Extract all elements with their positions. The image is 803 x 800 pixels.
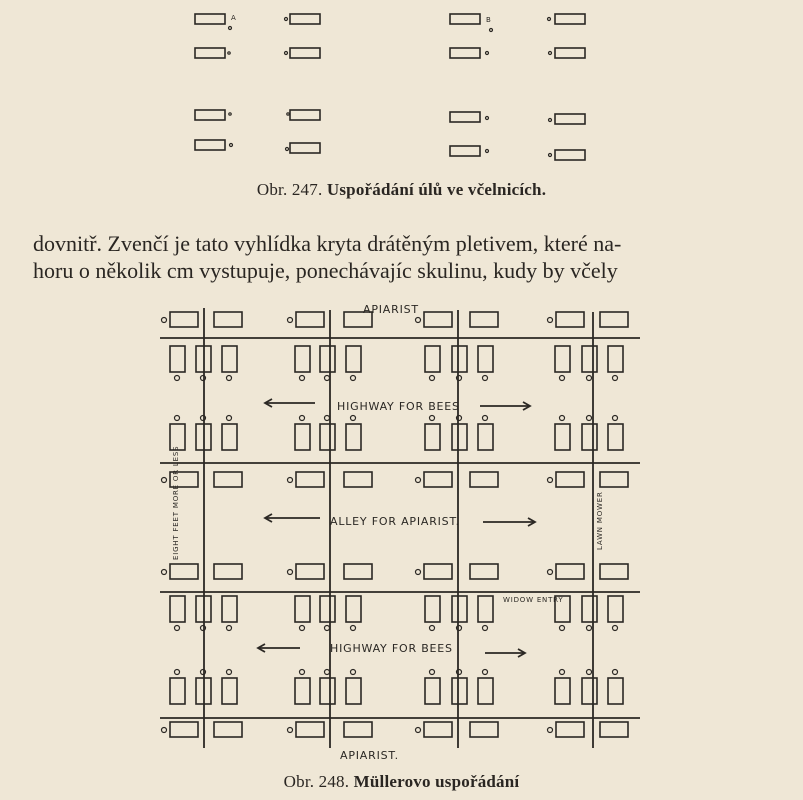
hive	[608, 424, 623, 450]
hive-entrance	[430, 416, 435, 421]
hive	[470, 564, 498, 579]
hive	[320, 678, 335, 704]
hive-entrance	[300, 416, 305, 421]
hive	[478, 424, 493, 450]
hive	[222, 596, 237, 622]
hive	[214, 312, 242, 327]
hive	[344, 564, 372, 579]
hive	[582, 678, 597, 704]
hive-entrance	[587, 416, 592, 421]
hive-entrance	[483, 670, 488, 675]
hive	[320, 424, 335, 450]
hive-entrance	[300, 626, 305, 631]
hive	[346, 596, 361, 622]
hive	[170, 678, 185, 704]
hive-entrance	[351, 626, 356, 631]
hive-entrance	[613, 670, 618, 675]
hive	[556, 722, 584, 737]
hive-entrance	[227, 416, 232, 421]
hive	[170, 564, 198, 579]
figure-247-caption-prefix: Obr. 247.	[256, 180, 323, 199]
hive	[214, 472, 242, 487]
hive-entrance	[560, 416, 565, 421]
hive	[170, 312, 198, 327]
hive	[296, 564, 324, 579]
hive	[222, 346, 237, 372]
hive	[295, 596, 310, 622]
hive-entrance	[351, 416, 356, 421]
hive-entrance	[416, 318, 421, 323]
hive	[296, 722, 324, 737]
hive-entrance	[162, 570, 167, 575]
hive	[452, 346, 467, 372]
hive	[555, 678, 570, 704]
hive	[214, 564, 242, 579]
hive-entrance	[560, 376, 565, 381]
hive	[425, 346, 440, 372]
hive	[470, 722, 498, 737]
label-small-note: WIDOW ENTRY	[503, 596, 564, 604]
hive	[470, 312, 498, 327]
hive-entrance	[483, 376, 488, 381]
hive	[295, 678, 310, 704]
hive	[320, 346, 335, 372]
hive-entrance	[483, 626, 488, 631]
hive-entrance	[351, 376, 356, 381]
hive-entrance	[288, 478, 293, 483]
hive-entrance	[288, 318, 293, 323]
hive	[346, 346, 361, 372]
label-highway-1: HIGHWAY FOR BEES	[337, 400, 460, 413]
hive	[170, 596, 185, 622]
hive	[608, 596, 623, 622]
hive-entrance	[587, 376, 592, 381]
hive	[608, 678, 623, 704]
hive-entrance	[416, 570, 421, 575]
hive-entrance	[483, 416, 488, 421]
hive-entrance	[300, 376, 305, 381]
hive	[478, 346, 493, 372]
hive	[214, 722, 242, 737]
hive-entrance	[351, 670, 356, 675]
hive-entrance	[613, 626, 618, 631]
hive-entrance	[416, 478, 421, 483]
marker-b: B	[486, 16, 492, 24]
hive-entrance	[560, 670, 565, 675]
figure-248-caption	[0, 772, 803, 792]
hive	[170, 346, 185, 372]
hive-entrance	[416, 728, 421, 733]
hive	[346, 678, 361, 704]
hive-entrance	[325, 376, 330, 381]
hive	[425, 678, 440, 704]
hive	[170, 722, 198, 737]
label-apiarist-top: APIARIST	[363, 303, 419, 316]
hive-entrance	[430, 376, 435, 381]
label-side-left: EIGHT FEET MORE OR LESS	[172, 445, 180, 560]
hive	[556, 312, 584, 327]
label-side-right: LAWN MOWER	[596, 491, 604, 550]
hive-entrance	[613, 376, 618, 381]
hive	[344, 722, 372, 737]
hive-entrance	[162, 728, 167, 733]
hive	[600, 472, 628, 487]
hive	[582, 346, 597, 372]
hive-entrance	[325, 670, 330, 675]
hive	[424, 472, 452, 487]
hive	[478, 678, 493, 704]
hive	[600, 312, 628, 327]
figure-248-caption-title: Müllerovo uspořádání	[353, 772, 520, 791]
hive	[425, 596, 440, 622]
hive-entrance	[548, 478, 553, 483]
hive-entrance	[325, 626, 330, 631]
hive	[470, 472, 498, 487]
hive-entrance	[587, 626, 592, 631]
hive	[424, 564, 452, 579]
hive-entrance	[288, 728, 293, 733]
hive	[452, 596, 467, 622]
hive	[295, 346, 310, 372]
hive	[608, 346, 623, 372]
hive	[346, 424, 361, 450]
hive-entrance	[430, 670, 435, 675]
hive-entrance	[227, 376, 232, 381]
hive-entrance	[325, 416, 330, 421]
figure-248-caption-prefix: Obr. 248.	[283, 772, 350, 791]
hive-entrance	[548, 570, 553, 575]
hive	[556, 472, 584, 487]
hive	[556, 564, 584, 579]
hive-entrance	[175, 416, 180, 421]
hive-entrance	[175, 626, 180, 631]
hive-entrance	[587, 670, 592, 675]
hive	[600, 722, 628, 737]
hive	[555, 424, 570, 450]
paragraph-line-2: horu o několik cm vystupuje, ponechávajíc skulinu, kudy by včely	[33, 258, 618, 283]
hive-entrance	[227, 626, 232, 631]
hive	[320, 596, 335, 622]
hive-entrance	[175, 670, 180, 675]
figure-247-caption-title: Uspořádání úlů ve včelnicích.	[326, 180, 547, 199]
hive	[296, 472, 324, 487]
hive	[582, 596, 597, 622]
hive	[222, 424, 237, 450]
hive	[295, 424, 310, 450]
hive	[424, 312, 452, 327]
hive-entrance	[288, 570, 293, 575]
hive	[478, 596, 493, 622]
hive	[555, 346, 570, 372]
label-apiarist-bottom: APIARIST.	[340, 749, 399, 762]
hive-entrance	[162, 478, 167, 483]
hive-entrance	[560, 626, 565, 631]
hive	[582, 424, 597, 450]
hive	[600, 564, 628, 579]
hive	[452, 678, 467, 704]
hive-entrance	[430, 626, 435, 631]
label-alley: ALLEY FOR APIARIST.	[330, 515, 460, 528]
hive	[425, 424, 440, 450]
label-highway-2: HIGHWAY FOR BEES	[330, 642, 453, 655]
hive-entrance	[548, 728, 553, 733]
hive-entrance	[162, 318, 167, 323]
hive-entrance	[548, 318, 553, 323]
hive-entrance	[175, 376, 180, 381]
marker-a: A	[231, 14, 237, 22]
hive	[296, 312, 324, 327]
hive	[222, 678, 237, 704]
hive	[452, 424, 467, 450]
paragraph-line-1: dovnitř. Zvenčí je tato vyhlídka kryta drátěným pletivem, které na-	[33, 231, 622, 256]
hive-entrance	[300, 670, 305, 675]
hive-entrance	[613, 416, 618, 421]
hive	[424, 722, 452, 737]
hive	[344, 472, 372, 487]
hive-entrance	[227, 670, 232, 675]
